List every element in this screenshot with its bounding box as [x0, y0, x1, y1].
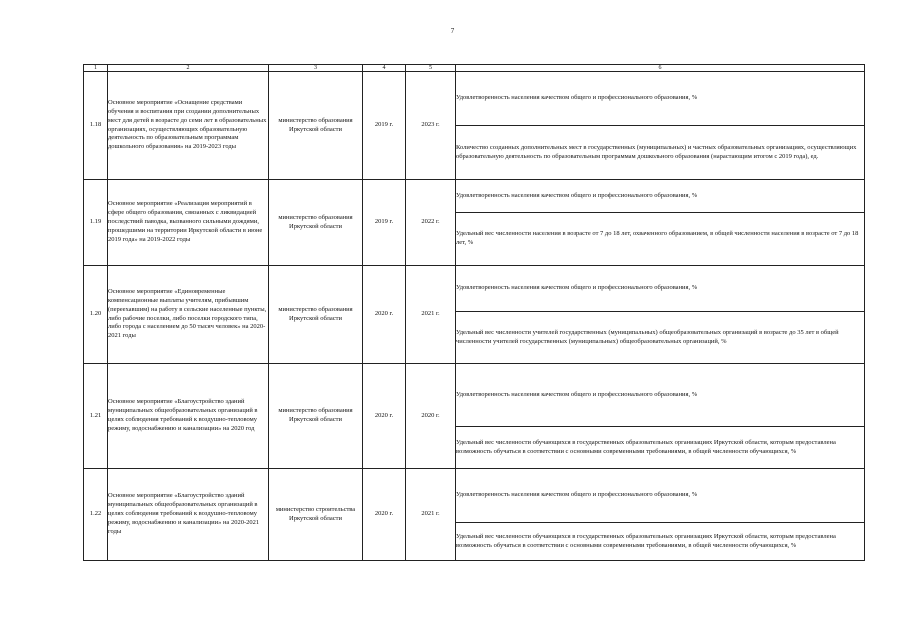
end-year: 2021 г.	[406, 266, 456, 364]
column-number: 5	[406, 65, 456, 72]
table-row	[84, 180, 865, 213]
row-number: 1.22	[84, 469, 108, 561]
row-number: 1.18	[84, 72, 108, 180]
event-name: Основное мероприятие «Благоустройство зданий муниципальных общеобразовательных организаций в целях соблюдения требований к воздушно-тепловому режиму, водоснабжению и канализации» на 2020-2021 годы	[108, 469, 269, 561]
start-year: 2020 г.	[363, 266, 406, 364]
column-number: 3	[269, 65, 363, 72]
indicator-cell: Удовлетворенность населения качеством общего и профессионального образования, %	[456, 469, 865, 523]
event-name: Основное мероприятие «Единовременные компенсационные выплаты учителям, прибывшим (переехавшим) на работу в сельские населенные пункты, либо рабочие поселки, либо поселки городского типа, либо города с населением до 50 тысяч человек» на 2020-2021 годы	[108, 266, 269, 364]
page-number: 7	[450, 27, 455, 35]
executor: министерство образования Иркутской области	[269, 72, 363, 180]
indicator-cell: Удовлетворенность населения качеством общего и профессионального образования, %	[456, 266, 865, 312]
event-name: Основное мероприятие «Реализация мероприятий в сфере общего образования, связанных с ликвидацией последствий паводка, вызванного сильными дождями, прошедшими на территории Иркутской области в июне 2019 года» на 2019-2022 годы	[108, 180, 269, 266]
row-number: 1.20	[84, 266, 108, 364]
indicator-cell: Удельный вес численности учителей государственных (муниципальных) общеобразовательных организаций в возрасте до 35 лет в общей численности учителей государственных (муниципальных) общеобразовательных организаций, %	[456, 312, 865, 364]
end-year: 2020 г.	[406, 364, 456, 469]
end-year: 2022 г.	[406, 180, 456, 266]
table-row	[84, 72, 865, 126]
start-year: 2019 г.	[363, 72, 406, 180]
indicator-cell: Количество созданных дополнительных мест в государственных (муниципальных) и частных образовательных организациях, осуществляющих образовательную деятельность по образовательным программам дошкольного образования (нарастающим итогом с 2019 года), ед.	[456, 126, 865, 180]
column-number: 6	[456, 65, 865, 72]
table-row	[84, 266, 865, 312]
end-year: 2021 г.	[406, 469, 456, 561]
column-number: 2	[108, 65, 269, 72]
indicator-cell: Удельный вес численности обучающихся в государственных образовательных организациях Иркутской области, которым предоставлена возможность обучаться в соответствии с основными современными требованиями, в общей численности обучающихся, %	[456, 427, 865, 469]
executor: министерство образования Иркутской области	[269, 364, 363, 469]
executor: министерство образования Иркутской области	[269, 266, 363, 364]
end-year: 2023 г.	[406, 72, 456, 180]
executor: министерство образования Иркутской области	[269, 180, 363, 266]
event-name: Основное мероприятие «Оснащение средствами обучения и воспитания при создании дополнительных мест для детей в возрасте до семи лет в образовательных организациях, осуществляющих образовательную деятельность по образовательным программам дошкольного образования» на 2019-2023 годы	[108, 72, 269, 180]
indicator-cell: Удельный вес численности обучающихся в государственных образовательных организациях Иркутской области, которым предоставлена возможность обучаться в соответствии с основными современными требованиями, в общей численности обучающихся, %	[456, 523, 865, 561]
indicator-cell: Удовлетворенность населения качеством общего и профессионального образования, %	[456, 180, 865, 213]
table-row	[84, 469, 865, 523]
event-name: Основное мероприятие «Благоустройство зданий муниципальных общеобразовательных организаций в целях соблюдения требований к воздушно-тепловому режиму, водоснабжению и канализации» на 2020 год	[108, 364, 269, 469]
start-year: 2020 г.	[363, 364, 406, 469]
indicator-cell: Удельный вес численности населения в возрасте от 7 до 18 лет, охваченного образованием, в общей численности населения в возрасте от 7 до 18 лет, %	[456, 213, 865, 266]
column-number: 1	[84, 65, 108, 72]
indicator-cell: Удовлетворенность населения качеством общего и профессионального образования, %	[456, 364, 865, 427]
start-year: 2019 г.	[363, 180, 406, 266]
column-number-row	[84, 65, 865, 72]
row-number: 1.21	[84, 364, 108, 469]
row-number: 1.19	[84, 180, 108, 266]
indicator-cell: Удовлетворенность населения качеством общего и профессионального образования, %	[456, 72, 865, 126]
start-year: 2020 г.	[363, 469, 406, 561]
program-events-table	[83, 64, 865, 561]
table-row	[84, 364, 865, 427]
column-number: 4	[363, 65, 406, 72]
executor: министерство строительства Иркутской области	[269, 469, 363, 561]
